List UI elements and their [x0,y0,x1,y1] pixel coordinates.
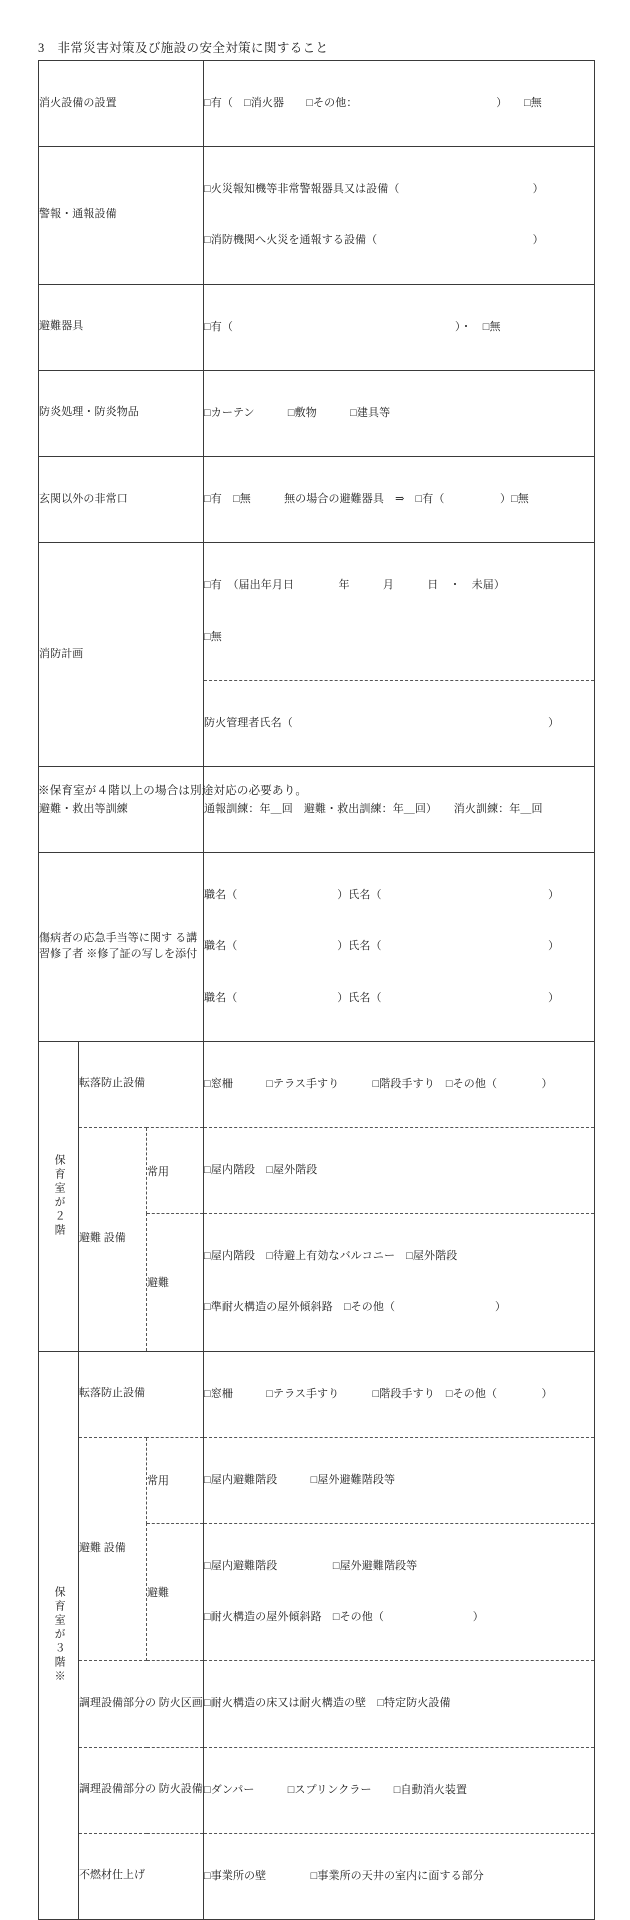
checkbox-line-floor3-normal-stairs[interactable]: □屋内避難階段 □屋外避難階段等 [204,1473,396,1486]
checkbox-line-flameproof[interactable]: □カーテン □敷物 □建具等 [204,406,391,419]
row-label-first-aid-line3: ※修了証の写しを添付 [86,947,198,960]
field-fire-manager-name[interactable]: 防火管理者氏名（ ） [204,716,560,729]
checkbox-line-floor2-fall-prevention[interactable]: □窓柵 □テラス手すり □階段手すり □その他（ ） [204,1077,553,1090]
field-first-aid-person-3[interactable]: 職名（ ）氏名（ ） [204,991,560,1004]
row-label-first-aid [39,853,204,1042]
checkbox-line-floor3-evac-2[interactable]: □耐火構造の屋外傾斜路 □その他（ ） [204,1611,484,1624]
row-label-floor3-kitchen-zone [79,1661,204,1747]
row-label-floor2-fall-prevention: 転落防止設備 [79,1041,204,1127]
table-row-evacuation-tools [39,284,595,370]
table-row-floor3-evac-normal [39,1437,595,1523]
row-label-floor3-evac: 避難 [147,1523,204,1660]
row-label-floor2-evac-equipment [79,1127,147,1351]
page-title: 3 非常災害対策及び施設の安全対策に関すること [38,41,329,55]
row-label-emergency-exit: 玄関以外の非常口 [39,457,204,543]
table-row-floor3-noncombustible [39,1833,595,1919]
row-label-floor3-normal: 常用 [147,1437,204,1523]
row-label-floor3-kitchen-equipment [79,1747,204,1833]
checkbox-line-floor3-kitchen-zone[interactable]: □耐火構造の床又は耐火構造の壁 □特定防火設備 [204,1697,451,1710]
row-content-fire-equipment[interactable] [204,61,595,147]
table-row-flameproof [39,370,595,456]
table-row-floor2-evac-normal [39,1127,595,1213]
row-content-floor3-kitchen-equipment[interactable] [204,1747,595,1833]
row-label-floor3-fall-prevention: 転落防止設備 [79,1351,204,1437]
table-row-floor2-fall-prevention [39,1041,595,1127]
checkbox-line-evacuation-tools[interactable]: □有（ ）・ □無 [204,320,501,333]
table-row-floor3-fall-prevention [39,1351,595,1437]
row-content-floor3-fall-prevention[interactable] [204,1351,595,1437]
row-content-floor3-noncombustible[interactable] [204,1833,595,1919]
row-label-floor3-kitchen-zone-line1: 調理設備部分の [79,1697,156,1709]
table-row-floor3-kitchen-zone [39,1661,595,1747]
table-row-emergency-exit [39,457,595,543]
row-label-flameproof: 防炎処理・防炎物品 [39,370,204,456]
table-row-floor3-kitchen-equipment [39,1747,595,1833]
field-first-aid-person-1[interactable]: 職名（ ）氏名（ ） [204,889,560,902]
row-label-fire-equipment: 消火設備の設置 [39,61,204,147]
checkbox-line-floor3-noncombustible[interactable]: □事業所の壁 □事業所の天井の室内に面する部分 [204,1869,484,1882]
section-label-floor2-text: 保育室が２階 [53,1154,66,1239]
checkbox-line-fire-plan-none[interactable]: □無 [204,630,222,643]
table-row-first-aid [39,853,595,1042]
row-label-floor3-evac-equipment-line1: 避難 [79,1542,101,1555]
row-content-flameproof[interactable] [204,370,595,456]
table-row-fire-plan-upper [39,543,595,680]
row-content-floor3-normal[interactable] [204,1437,595,1523]
checkbox-line-fire-alarm[interactable]: □火災報知機等非常警報器具又は設備（ ） [204,183,544,196]
row-content-fire-plan-status[interactable] [204,543,595,680]
row-label-fire-plan: 消防計画 [39,543,204,767]
row-label-first-aid-line1: 傷病者の応急手当等に関す [39,931,173,944]
row-content-fire-manager-name[interactable] [204,680,595,766]
row-label-alarm-equipment: 警報・通報設備 [39,147,204,284]
row-label-floor2-normal: 常用 [147,1127,204,1213]
row-content-floor2-evac[interactable] [204,1214,595,1351]
row-content-floor3-evac[interactable] [204,1523,595,1660]
section-label-floor3 [39,1351,79,1920]
row-label-floor2-evac: 避難 [147,1214,204,1351]
row-content-floor2-normal[interactable] [204,1127,595,1213]
row-content-floor3-kitchen-zone[interactable] [204,1661,595,1747]
table-row-drills [39,766,595,852]
row-content-emergency-exit[interactable] [204,457,595,543]
row-content-first-aid[interactable] [204,853,595,1042]
row-content-drills[interactable] [204,766,595,852]
row-label-floor3-kitchen-equipment-line2: 防火設備 [158,1783,203,1796]
checkbox-line-floor3-kitchen-equipment[interactable]: □ダンパー □スプリンクラー □自動消火装置 [204,1783,468,1796]
checkbox-line-floor3-fall-prevention[interactable]: □窓柵 □テラス手すり □階段手すり □その他（ ） [204,1387,553,1400]
checkbox-line-fire-plan-submitted[interactable]: □有 （届出年月日 年 月 日 ・ 未届） [204,579,505,592]
section-label-floor3-text: 保育室が３階※ [53,1586,66,1685]
row-content-alarm-equipment[interactable] [204,147,595,284]
table-row-fire-equipment [39,61,595,147]
checkbox-line-floor2-evac-2[interactable]: □準耐火構造の屋外傾斜路 □その他（ ） [204,1301,507,1314]
checkbox-line-floor3-evac-1[interactable]: □屋内避難階段 □屋外避難階段等 [204,1560,418,1573]
row-label-evacuation-tools: 避難器具 [39,284,204,370]
table-row-alarm-equipment [39,147,595,284]
row-content-floor2-fall-prevention[interactable] [204,1041,595,1127]
checkbox-line-fire-equipment[interactable]: □有（ □消火器 □その他： ） □無 [204,97,542,110]
checkbox-line-fire-dept-report[interactable]: □消防機関へ火災を通報する設備（ ） [204,234,544,247]
row-label-floor2-evac-equipment-line1: 避難 [79,1232,101,1245]
field-drill-counts[interactable]: 通報訓練：年＿回 避難・救出訓練：年＿回） 消火訓練：年＿回 [204,803,543,816]
row-content-evacuation-tools[interactable] [204,284,595,370]
checkbox-line-floor2-normal-stairs[interactable]: □屋内階段 □屋外階段 [204,1164,318,1176]
field-first-aid-person-2[interactable]: 職名（ ）氏名（ ） [204,940,560,953]
row-label-first-aid-line2: る講習修了者 [39,931,198,960]
row-label-floor3-kitchen-equipment-line1: 調理設備部分の [79,1783,156,1796]
safety-measures-form-table [38,60,595,1920]
row-label-floor3-evac-equipment-line2: 設備 [103,1542,126,1555]
row-label-drills: 避難・救出等訓練 [39,766,204,852]
checkbox-line-emergency-exit[interactable]: □有 □無 無の場合の避難器具 ⇒ □有（ ）□無 [204,493,529,506]
footnote-text: ※保育室が４階以上の場合は別途対応の必要あり。 [38,785,308,797]
section-label-floor2 [39,1041,79,1351]
row-label-floor3-noncombustible: 不燃材仕上げ [79,1833,204,1919]
row-label-floor3-kitchen-zone-line2: 防火区画 [158,1697,203,1709]
checkbox-line-floor2-evac-1[interactable]: □屋内階段 □待避上有効なバルコニー □屋外階段 [204,1250,458,1263]
row-label-floor2-evac-equipment-line2: 設備 [103,1232,126,1245]
row-label-floor3-evac-equipment [79,1437,147,1661]
